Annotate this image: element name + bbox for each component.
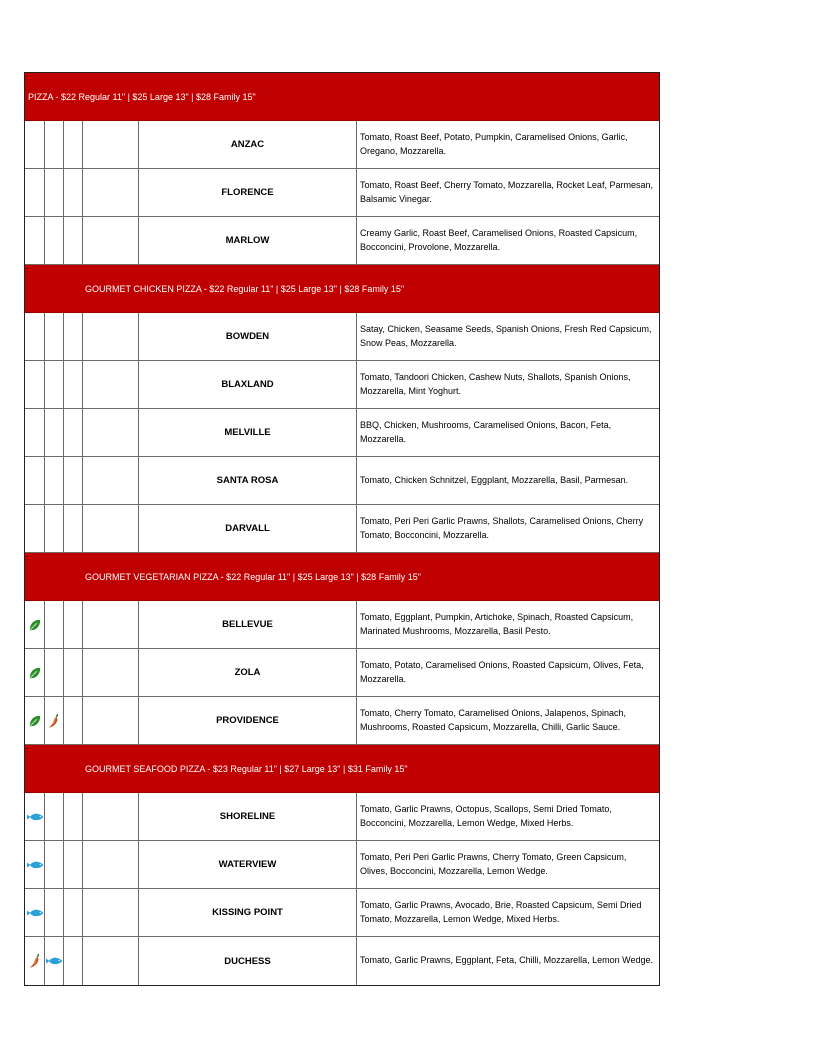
empty-cell xyxy=(83,889,139,936)
pizza-name: SHORELINE xyxy=(139,793,357,840)
fish-icon xyxy=(45,955,63,967)
icon-cell-2 xyxy=(45,505,64,552)
pizza-description: Tomato, Potato, Caramelised Onions, Roasted Capsicum, Olives, Feta, Mozzarella. xyxy=(360,660,644,684)
pizza-description: Tomato, Roast Beef, Potato, Pumpkin, Caramelised Onions, Garlic, Oregano, Mozzarella. xyxy=(360,132,628,156)
menu-item-row xyxy=(25,793,659,841)
empty-cell xyxy=(83,937,139,985)
menu-table xyxy=(24,72,660,986)
empty-cell xyxy=(64,409,83,456)
empty-cell xyxy=(83,697,139,744)
menu-item-row xyxy=(25,505,659,553)
pizza-description: Tomato, Chicken Schnitzel, Eggplant, Mozzarella, Basil, Parmesan. xyxy=(360,474,629,485)
icon-cell-2 xyxy=(45,841,64,888)
empty-cell xyxy=(83,505,139,552)
menu-item-row xyxy=(25,409,659,457)
pizza-description: Tomato, Cherry Tomato, Caramelised Onions, Jalapenos, Spinach, Mushrooms, Roasted Capsicum, Mozzarella, Chilli, Garlic Sauce. xyxy=(360,708,626,732)
icon-cell-1 xyxy=(25,697,45,744)
icon-cell-1 xyxy=(25,889,45,936)
menu-item-row xyxy=(25,361,659,409)
pizza-name: BELLEVUE xyxy=(139,601,357,648)
empty-cell xyxy=(83,121,139,168)
icon-cell-1 xyxy=(25,217,45,264)
empty-cell xyxy=(83,601,139,648)
pizza-description: Tomato, Garlic Prawns, Octopus, Scallops, Semi Dried Tomato, Bocconcini, Mozzarella, Lemon Wedge, Mixed Herbs. xyxy=(360,804,612,828)
icon-cell-1 xyxy=(25,457,45,504)
pizza-name: MARLOW xyxy=(139,217,357,264)
icon-cell-1 xyxy=(25,505,45,552)
icon-cell-2 xyxy=(45,361,64,408)
pizza-description: Tomato, Tandoori Chicken, Cashew Nuts, Shallots, Spanish Onions, Mozzarella, Mint Yoghurt. xyxy=(360,372,631,396)
section-header: GOURMET CHICKEN PIZZA - $22 Regular 11" | $25 Large 13" | $28 Family 15" xyxy=(25,265,659,313)
section-header: PIZZA - $22 Regular 11" | $25 Large 13" | $28 Family 15" xyxy=(25,73,659,121)
icon-cell-2 xyxy=(45,457,64,504)
pizza-name: KISSING POINT xyxy=(139,889,357,936)
empty-cell xyxy=(83,313,139,360)
menu-item-row xyxy=(25,457,659,505)
pizza-name: WATERVIEW xyxy=(139,841,357,888)
empty-cell xyxy=(64,937,83,985)
empty-cell xyxy=(64,121,83,168)
icon-cell-2 xyxy=(45,649,64,696)
icon-cell-2 xyxy=(45,889,64,936)
empty-cell xyxy=(64,505,83,552)
pizza-description: Satay, Chicken, Seasame Seeds, Spanish Onions, Fresh Red Capsicum, Snow Peas, Mozzarella. xyxy=(360,324,652,348)
icon-cell-1 xyxy=(25,841,45,888)
empty-cell xyxy=(83,409,139,456)
empty-cell xyxy=(83,361,139,408)
section-header: GOURMET SEAFOOD PIZZA - $23 Regular 11" | $27 Large 13" | $31 Family 15" xyxy=(25,745,659,793)
menu-item-row xyxy=(25,937,659,985)
chilli-icon xyxy=(47,713,61,729)
icon-cell-1 xyxy=(25,409,45,456)
menu-item-row xyxy=(25,217,659,265)
empty-cell xyxy=(64,217,83,264)
empty-cell xyxy=(64,793,83,840)
menu-item-row xyxy=(25,649,659,697)
icon-cell-2 xyxy=(45,937,64,985)
empty-cell xyxy=(64,169,83,216)
pizza-description: Tomato, Garlic Prawns, Eggplant, Feta, Chilli, Mozzarella, Lemon Wedge. xyxy=(360,955,653,966)
leaf-icon xyxy=(28,714,42,728)
empty-cell xyxy=(83,217,139,264)
empty-cell xyxy=(83,457,139,504)
menu-item-row xyxy=(25,169,659,217)
icon-cell-2 xyxy=(45,217,64,264)
pizza-name: FLORENCE xyxy=(139,169,357,216)
pizza-name: PROVIDENCE xyxy=(139,697,357,744)
menu-item-row xyxy=(25,841,659,889)
empty-cell xyxy=(64,889,83,936)
icon-cell-1 xyxy=(25,601,45,648)
empty-cell xyxy=(83,649,139,696)
pizza-description: Tomato, Peri Peri Garlic Prawns, Shallots, Caramelised Onions, Cherry Tomato, Bocconcini, Mozzarella. xyxy=(360,516,644,540)
empty-cell xyxy=(83,169,139,216)
icon-cell-2 xyxy=(45,601,64,648)
icon-cell-1 xyxy=(25,169,45,216)
menu-item-row xyxy=(25,313,659,361)
icon-cell-1 xyxy=(25,121,45,168)
pizza-description: BBQ, Chicken, Mushrooms, Caramelised Onions, Bacon, Feta, Mozzarella. xyxy=(360,420,612,444)
pizza-description: Creamy Garlic, Roast Beef, Caramelised Onions, Roasted Capsicum, Bocconcini, Provolone, Mozzarella. xyxy=(360,228,638,252)
empty-cell xyxy=(83,793,139,840)
empty-cell xyxy=(64,601,83,648)
pizza-description: Tomato, Eggplant, Pumpkin, Artichoke, Spinach, Roasted Capsicum, Marinated Mushrooms, Mozzarella, Basil Pesto. xyxy=(360,612,634,636)
pizza-description: Tomato, Garlic Prawns, Avocado, Brie, Roasted Capsicum, Semi Dried Tomato, Mozzarella, Lemon Wedge, Mixed Herbs. xyxy=(360,900,642,924)
pizza-name: BOWDEN xyxy=(139,313,357,360)
menu-item-row xyxy=(25,601,659,649)
pizza-name: SANTA ROSA xyxy=(139,457,357,504)
icon-cell-2 xyxy=(45,121,64,168)
empty-cell xyxy=(83,841,139,888)
empty-cell xyxy=(64,457,83,504)
empty-cell xyxy=(64,841,83,888)
icon-cell-2 xyxy=(45,793,64,840)
icon-cell-2 xyxy=(45,697,64,744)
icon-cell-2 xyxy=(45,169,64,216)
leaf-icon xyxy=(28,618,42,632)
menu-item-row xyxy=(25,697,659,745)
section-header: GOURMET VEGETARIAN PIZZA - $22 Regular 11" | $25 Large 13" | $28 Family 15" xyxy=(25,553,659,601)
menu-item-row xyxy=(25,121,659,169)
menu-item-row xyxy=(25,889,659,937)
icon-cell-1 xyxy=(25,313,45,360)
fish-icon xyxy=(26,907,44,919)
pizza-description: Tomato, Peri Peri Garlic Prawns, Cherry Tomato, Green Capsicum, Olives, Bocconcini, Mozzarella, Lemon Wedge. xyxy=(360,852,627,876)
pizza-name: MELVILLE xyxy=(139,409,357,456)
empty-cell xyxy=(64,697,83,744)
empty-cell xyxy=(64,361,83,408)
icon-cell-1 xyxy=(25,793,45,840)
icon-cell-2 xyxy=(45,409,64,456)
icon-cell-1 xyxy=(25,937,45,985)
pizza-name: DUCHESS xyxy=(139,937,357,985)
pizza-name: ZOLA xyxy=(139,649,357,696)
icon-cell-2 xyxy=(45,313,64,360)
fish-icon xyxy=(26,859,44,871)
icon-cell-1 xyxy=(25,649,45,696)
pizza-name: BLAXLAND xyxy=(139,361,357,408)
pizza-description: Tomato, Roast Beef, Cherry Tomato, Mozzarella, Rocket Leaf, Parmesan, Balsamic Vinegar. xyxy=(360,180,653,204)
empty-cell xyxy=(64,313,83,360)
pizza-name: ANZAC xyxy=(139,121,357,168)
leaf-icon xyxy=(28,666,42,680)
icon-cell-1 xyxy=(25,361,45,408)
chilli-icon xyxy=(28,953,42,969)
fish-icon xyxy=(26,811,44,823)
pizza-name: DARVALL xyxy=(139,505,357,552)
empty-cell xyxy=(64,649,83,696)
